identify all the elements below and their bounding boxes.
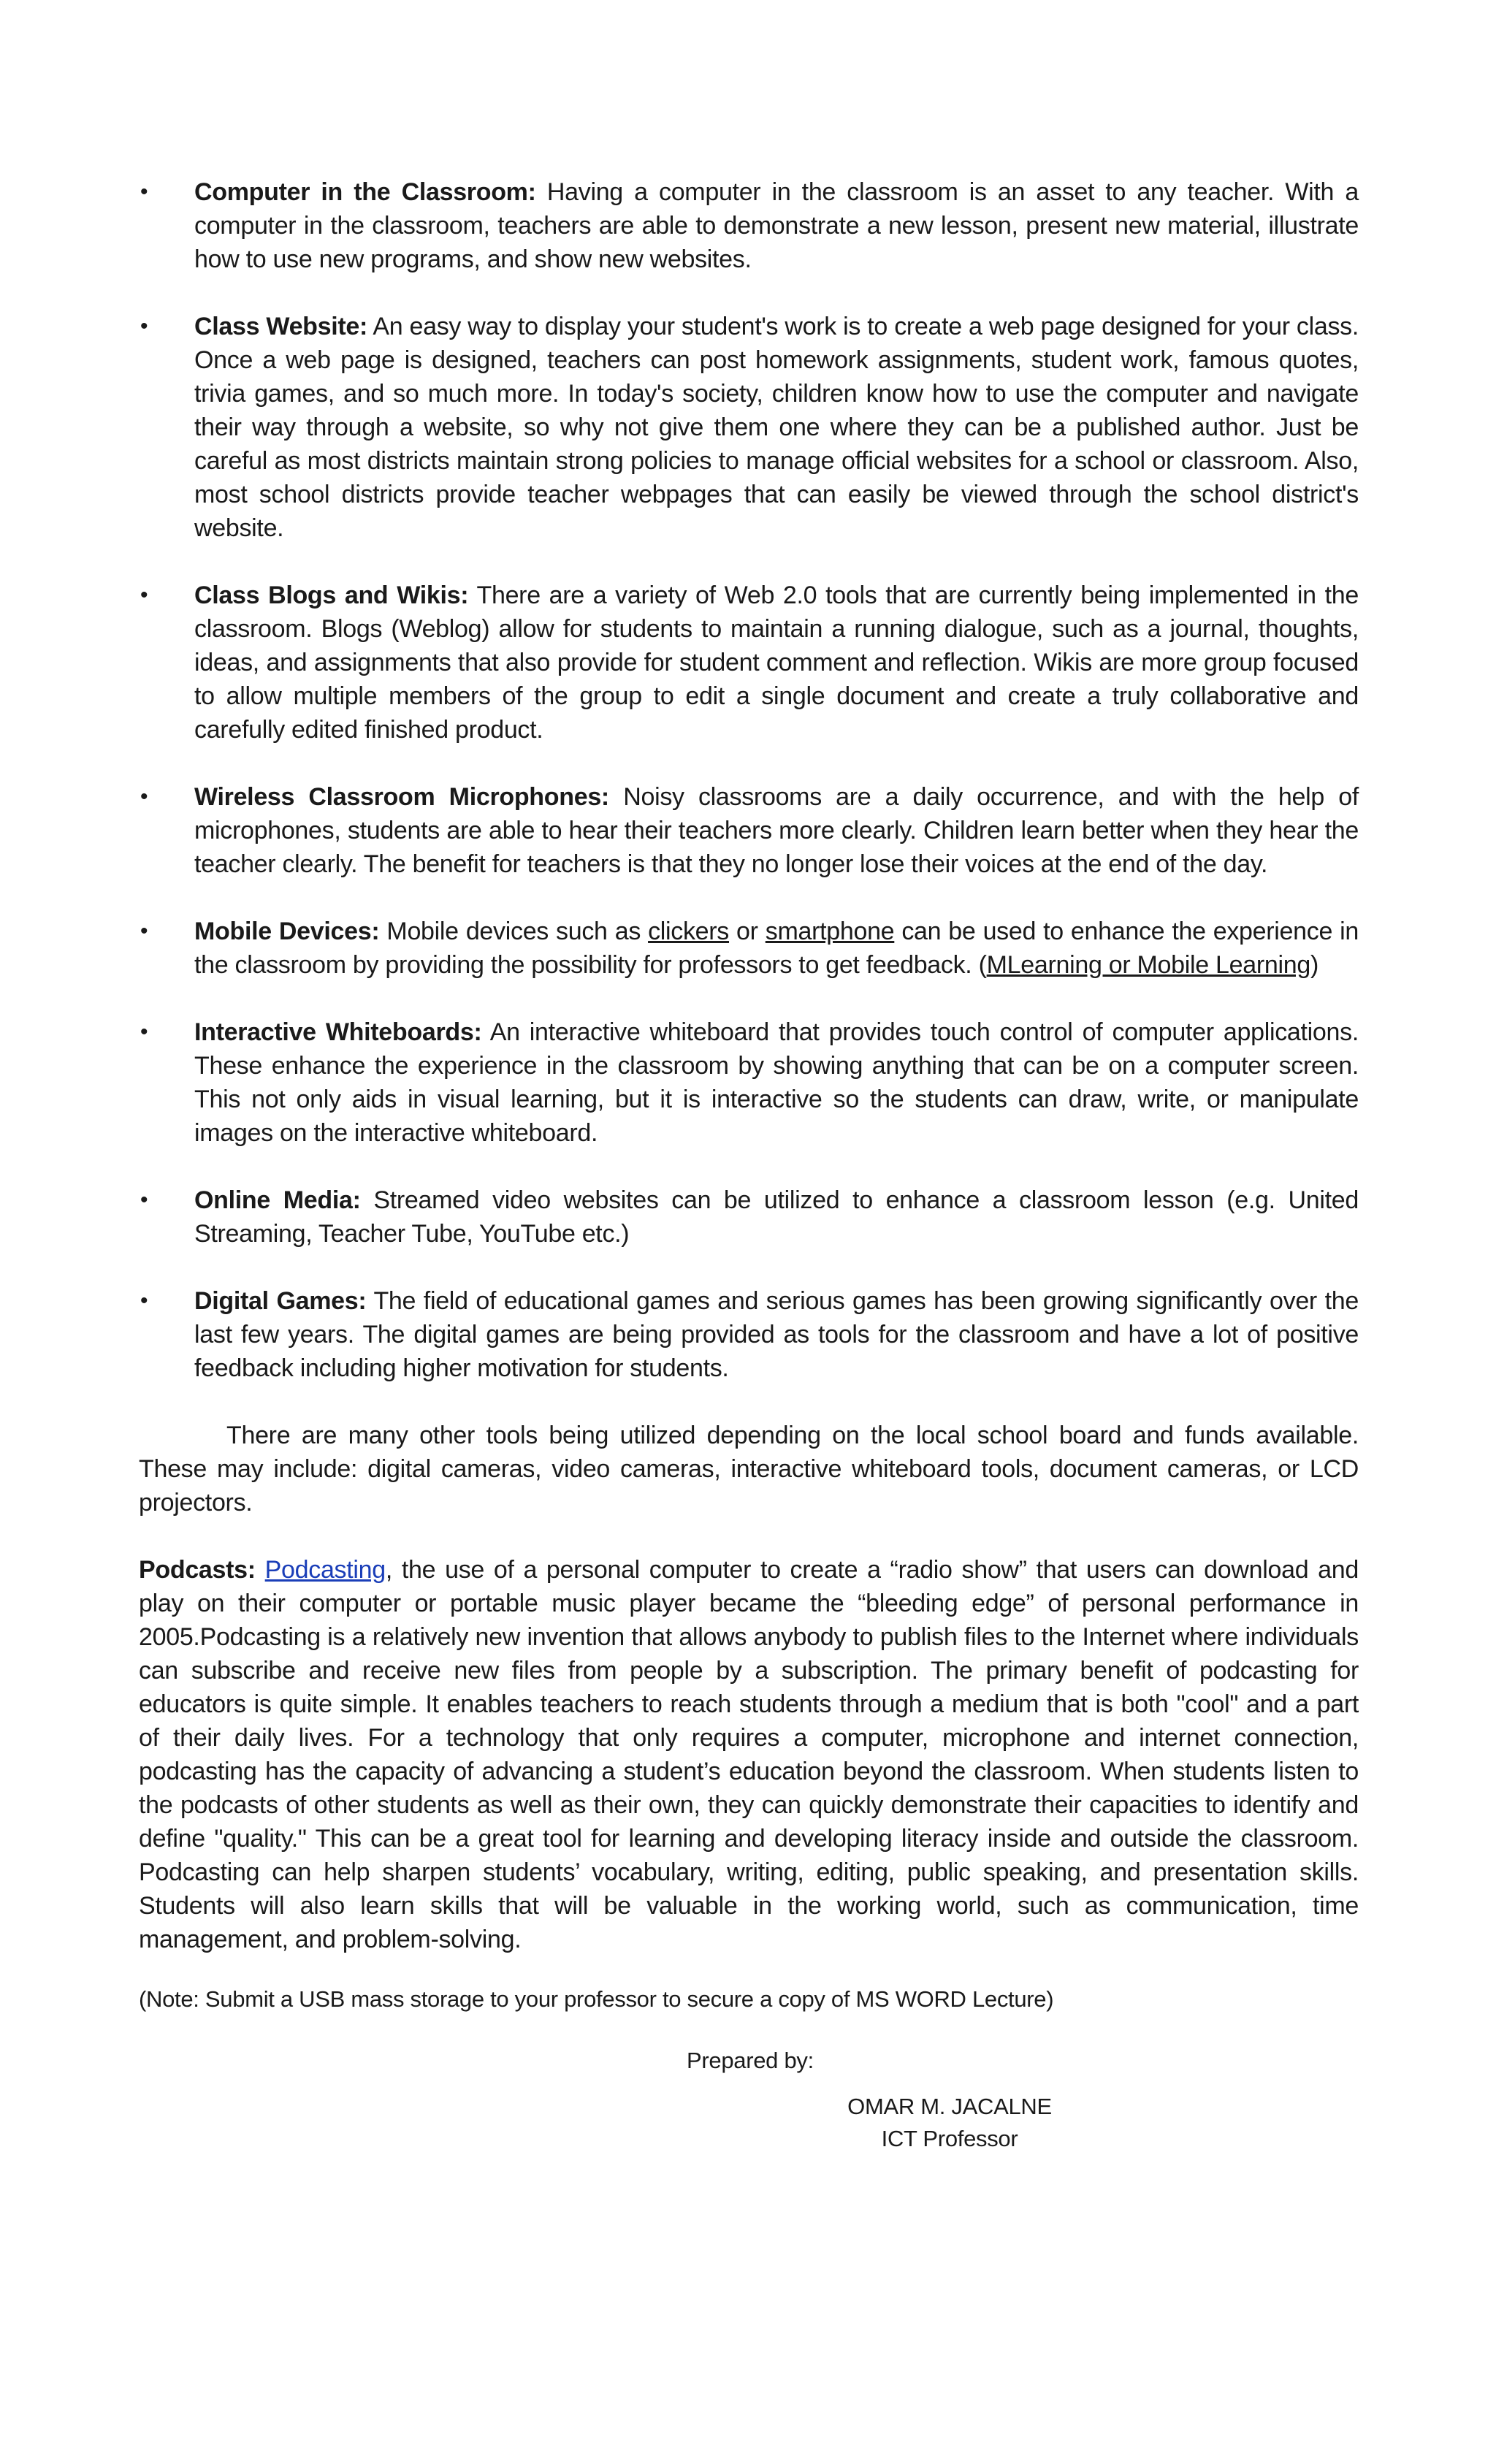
prepared-by-label: Prepared by: (687, 2048, 814, 2073)
list-item-digital-games (139, 1284, 1359, 1385)
mlearning-link[interactable]: MLearning or Mobile Learning (986, 951, 1310, 979)
item-label: Class Blogs and Wikis: (194, 581, 469, 609)
item-text: Having a computer in the classroom is an asset to any teacher. With a computer in the classroom, teachers are able to demonstrate a new lesson, present new material, illustrate how to use new programs, and show new websites. (194, 178, 1359, 273)
bullet-icon: • (140, 583, 148, 607)
list-item-computer-in-classroom (139, 175, 1359, 276)
list-item-wireless-microphones (139, 780, 1359, 881)
bullet-icon: • (140, 1020, 148, 1044)
item-text: ) (1310, 951, 1318, 979)
item-label: Wireless Classroom Microphones: (194, 783, 609, 811)
signature-name: OMAR M. JACALNE (847, 2094, 1052, 2119)
bullet-icon: • (140, 1188, 148, 1212)
item-label: Mobile Devices: (194, 918, 380, 945)
podcasts-text: , the use of a personal computer to create a “radio show” that users can download and play on their computer or portable music player became the “bleeding edge” of personal performance in 2005.Podcasting is a relatively new invention that allows anybody to publish files to the Internet where individuals can subscribe and receive new files from people by a subscription. The primary benefit of podcasting for educators is quite simple. It enables teachers to reach students through a medium that is both "cool" and a part of their daily lives. For a technology that only requires a computer, microphone and internet connection, podcasting has the capacity of advancing a student’s education beyond the classroom. When students listen to the podcasts of other students as well as their own, they can quickly demonstrate their capacities to identify and define "quality." This can be a great tool for learning and developing literacy inside and outside the classroom. Podcasting can help sharpen students’ vocabulary, writing, editing, public speaking, and presentation skills. Students will also learn skills that will be valuable in the working world, such as communication, time management, and problem-solving. (139, 1556, 1359, 1953)
item-text: Streamed video websites can be utilized to enhance a classroom lesson (e.g. United Streaming, Teacher Tube, YouTube etc.) (194, 1186, 1359, 1248)
clickers-link[interactable]: clickers (648, 918, 730, 945)
item-text: Noisy classrooms are a daily occurrence, and with the help of microphones, students are able to hear their teachers more clearly. Children learn better when they hear the teacher clearly. The benefit for teachers is that they no longer lose their voices at the end of the day. (194, 783, 1359, 878)
podcasts-label: Podcasts: (139, 1556, 256, 1584)
smartphone-link[interactable]: smartphone (765, 918, 895, 945)
note-text: (Note: Submit a USB mass storage to your professor to secure a copy of MS WORD Lecture) (139, 1986, 1054, 2012)
signature-block (804, 2091, 1096, 2155)
tools-list (139, 175, 1359, 1385)
item-text: There are a variety of Web 2.0 tools that are currently being implemented in the classroom. Blogs (Weblog) allow for students to maintain a running dialogue, such as a journal, thoughts, ideas, and assignments that also provide for student comment and reflection. Wikis are more group focused to allow multiple members of the group to edit a single document and create a truly collaborative and carefully edited finished product. (194, 581, 1359, 744)
bullet-icon: • (140, 1289, 148, 1313)
list-item-online-media (139, 1183, 1359, 1251)
bullet-icon: • (140, 919, 148, 943)
bullet-icon: • (140, 785, 148, 809)
item-label: Computer in the Classroom: (194, 178, 536, 206)
item-text: An interactive whiteboard that provides touch control of computer applications. These enhance the experience in the classroom by showing anything that can be on a computer screen. This not only aids in visual learning, but it is interactive so the students can draw, write, or manipulate images on the interactive whiteboard. (194, 1018, 1359, 1147)
other-tools-paragraph: There are many other tools being utilized depending on the local school board and funds available. These may include: digital cameras, video cameras, interactive whiteboard tools, document cameras, or LCD projectors. (139, 1422, 1359, 1517)
signature-title: ICT Professor (881, 2126, 1018, 2151)
item-text: Mobile devices such as (379, 918, 649, 945)
bullet-icon: • (140, 314, 148, 338)
list-item-interactive-whiteboards (139, 1015, 1359, 1150)
item-text: An easy way to display your student's work is to create a web page designed for your class. Once a web page is designed, teachers can post homework assignments, student work, famous quotes, trivia games, and so much more. In today's society, children know how to use the computer and navigate their way through a website, so why not give them one where they can be a published author. Just be careful as most districts maintain strong policies to manage official websites for a school or classroom. Also, most school districts provide teacher webpages that can easily be viewed through the school district's website. (194, 313, 1359, 542)
list-item-class-blogs-wikis (139, 579, 1359, 747)
bullet-icon: • (140, 180, 148, 204)
item-label: Interactive Whiteboards: (194, 1018, 482, 1046)
list-item-class-website (139, 310, 1359, 545)
item-text: The field of educational games and serious games has been growing significantly over the last few years. The digital games are being provided as tools for the classroom and have a lot of positive feedback including higher motivation for students. (194, 1287, 1359, 1382)
item-text: or (729, 918, 766, 945)
document-body (139, 175, 1359, 2076)
list-item-mobile-devices (139, 915, 1359, 982)
item-label: Digital Games: (194, 1287, 367, 1315)
item-text: can be used to enhance the experience in the classroom by providing the possibility for professors to get feedback. ( (194, 918, 1359, 979)
item-label: Class Website: (194, 313, 368, 340)
item-label: Online Media: (194, 1186, 361, 1214)
podcasts-paragraph (139, 1553, 1359, 1956)
podcasting-link[interactable]: Podcasting (264, 1556, 386, 1584)
